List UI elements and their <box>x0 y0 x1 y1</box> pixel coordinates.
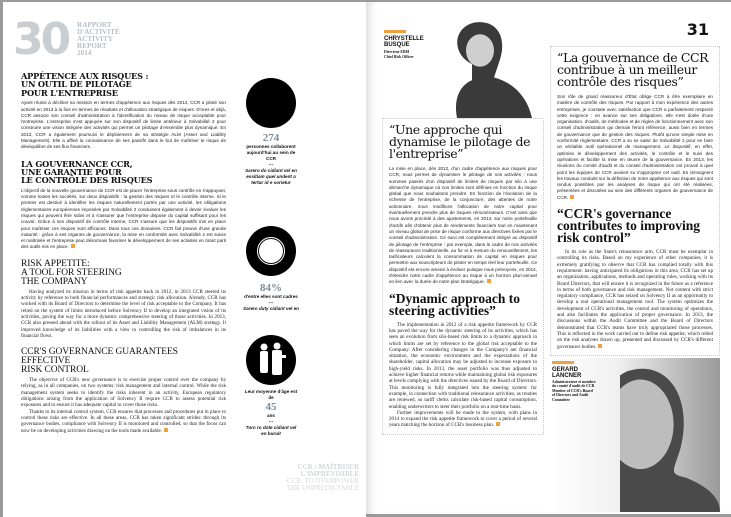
page-number-left: 30 <box>13 14 69 65</box>
quote-body-text: Further improvements will be made to the system, with plans in 2014 to expand the risk appetite framework to cover a period of several years matching the horizon of CCR's business plan. <box>389 409 537 429</box>
role-line: du comité d'audit de CCR <box>552 384 595 389</box>
section-heading <box>21 260 226 287</box>
quote-box-lancner <box>550 46 720 356</box>
ring-chart-icon <box>246 226 296 276</box>
end-mark-icon <box>487 279 491 283</box>
section-heading <box>21 72 226 97</box>
role-line: Administrateur et membre <box>552 379 596 384</box>
section-risk-appetite-fr <box>21 72 226 151</box>
accent-bar <box>552 361 574 364</box>
stat-separator: --- <box>268 162 274 167</box>
quote-body-text: La mise en place, dès 2012, d'un cadre d'appétence aux risques pour CCR, nous permet de dynamiser le pilotage de nos activités : nous sommes passés d'un dispositif de limites de risques par silo à une démarche dynamique où nos limites sont définies en fonction du risque global que nous souhaitons prendre. En fonction de l'évolution de la richesse de l'entreprise, de la conjoncture, des attentes de notre actionnaire, nous modifions l'allocation de notre capital pour éventuellement prendre plus de risques rémunérateurs. C'est ainsi que nous avons procédé à des ajustements, en 2013, sur notre portefeuille d'actifs afin d'obtenir plus de rendements financiers tout en maintenant un niveau global de prise de risque conforme aux directives fixées par le conseil d'administration. Ce suivi est complètement intégré au dispositif de pilotage de l'entreprise : par exemple, dans le cadre de nos activités de réassurance traditionnelle, au fur et à mesure du renouvellement, les tarificateurs calculent la consommation de capital en risques pour permettre aux souscripteurs de piloter en temps réel leur portefeuille. Ce dispositif est encore amené à évoluer puisque nous prévoyons, en 2014, d'étendre notre cadre d'appétence au risque à un horizon pluri-annuel en lien avec la durée de notre plan stratégique. <box>389 166 537 285</box>
people-circle-icon <box>246 78 296 128</box>
heading-line: RISK APPETITE: <box>21 258 90 269</box>
quote-body-en: The implementation in 2012 of a risk appetite framework by CCR has paved the way for the dynamic steering of its activities, which has seen an evolution from silo-based risk limits to a dynamic approach in which limits are set by reference to the global risk acceptable to the Company. After considering changes in the Company's net financial situation, the economic environment and the expectations of the shareholder, capital allocation may be adjusted to increase exposure to high-yield risks. In 2013, the asset portfolio was thus adjusted to achieve higher financial returns while maintaining global risk exposures at levels complying with the directives issued by the Board of Directors. This monitoring is fully integrated into the steering system: for example, in connection with traditional reinsurance activities, as treaties are renewed, so tariff clerks calculate risk-based capital consumption, enabling underwriters to steer their portfolio on a real-time basis. <box>389 321 537 410</box>
stat-text: personnes collaborent aujourd'hui au sein de CCR <box>246 144 296 161</box>
role-line: Directeur ERM <box>384 50 410 54</box>
quote-title-en: “CCR's governance contributes to improving risk control” <box>557 206 701 246</box>
quote-body-text: In its role as the State's reinsurance arm, CCR must be exemplar in controlling its risks. Based on my experience of other companies, it is extremely gratifying to observe that CCR has complied totally with this requirement: having anticipated its obligations in this area, CCR has set up an organization, applications, methods and operating rules, working with its Board Directors, that will ensure it is recognized in the future as a reference in terms of both governance and risk management. Not content with strict regulatory compliance, CCR has seized on Solvency II as an opportunity to develop a real operational management tool. The system optimizes the development of CCR's activities, the control and monitoring of operations, and also facilitates the application of proper governance. In 2013, the discussions within the Audit Committee and the Board of Directors demonstrated that CCR's teams have truly appropriated those processes. This is reflected in the work carried out to define risk appetite, which relied on the risk analyses drawn up, presented and discussed by CCR's different governance bodies. <box>557 249 713 350</box>
name-line: LANCNER <box>552 372 582 379</box>
section-governance-fr <box>21 160 226 251</box>
section-body <box>21 409 226 434</box>
section-heading <box>21 348 226 375</box>
role-line: of Directors and Audit <box>552 393 589 398</box>
stat-separator: --- <box>268 419 274 424</box>
section-risk-appetite-en <box>21 260 226 339</box>
heading-line: UN OUTIL DE PILOTAGE <box>21 79 132 90</box>
tagline-line: THE UNPREDICTABLE <box>286 484 359 492</box>
name-line: CHRYSTELLE <box>384 36 424 42</box>
section-body: The objective of CCR's new governance is to exercise proper control over the company by relying, as in all companies, on two systems: risk management and internal control. While the risk management system seeks to identify the risks inherent in an activity, European regulatory obligations arising from the application of Solvency II require CCR to assess potential risk exposures and to ensure it has adequate capital to cover those risks. <box>21 377 226 409</box>
quote-title: “La gouvernance de CCR contribue à un meilleur contrôle des risques” <box>557 50 709 89</box>
name-line: BUSQUE <box>384 42 410 48</box>
section-heading <box>21 160 226 185</box>
quote-column-busque <box>382 10 544 435</box>
heading-line: A TOOL FOR STEERING <box>21 267 122 278</box>
heading-line: CCR'S GOVERNANCE GUARANTEES <box>21 347 178 358</box>
silhouettes-icon <box>246 335 296 385</box>
quote-body-text: Son rôle de grand réassureur d'État oblige CCR à être exemplaire en matière de contrôle des risques. Par rapport à mon expérience des autres entreprises, je constate avec satisfaction que CCR a parfaitement respecté cette exigence : en avance sur ses obligations, elle s'est dotée d'une organisation, d'outils, de méthodes et de règles de fonctionnement avec son conseil d'administration qui demain feront référence, aussi bien en termes de gouvernance que de gestion des risques. Plutôt qu'une simple mise en conformité réglementaire, CCR a su se saisir de Solvabilité 2 pour en faire un véritable outil opérationnel de management. Le dispositif, en effet, optimise le développement des activités, le contrôle et le suivi des opérations et facilite la mise en œuvre de la gouvernance. En 2013, les réunions du comité d'audit et du conseil d'administration ont prouvé à quel point les équipes de CCR avaient su s'approprier cet outil. En témoignent les travaux conduits sur la définition de notre appétence aux risques qui sont rendus possibles par les analyses de risque qui ont été réalisées, présentées et discutées au sein des différents organes de gouvernance de CCR. <box>557 94 713 200</box>
quote-body <box>389 166 537 286</box>
quote-body-en <box>389 410 537 429</box>
left-text-column <box>21 72 226 434</box>
end-mark-icon <box>164 428 168 432</box>
heading-line: LA GOUVERNANCE CCR, <box>21 158 133 169</box>
person-role <box>384 50 414 59</box>
quote-title-en: “Dynamic approach to steering activities” <box>389 290 521 318</box>
tagline <box>253 464 359 492</box>
quote-title: “Une approche qui dynamise le pilotage de l'entreprise” <box>389 122 531 161</box>
report-title-line: REPORT <box>77 42 107 50</box>
section-body: Ayant réussi à décliner sa mission en termes d'appétence aux risques dès 2012, CCR a piloté son activité en 2013 à la fois en termes de résultats et d'allocation stratégique de risques. D'ores et déjà, CCR associe son conseil d'administration à l'identification du niveau de risque acceptable pour l'entreprise. L'entreprise s'est appuyée sur son dispositif de limite antérieur à Solvabilité 2 pour construire une vision intégrée des activités qui permet un pilotage d'ensemble plus dynamique. En 2013, CCR a également poursuivi le déploiement de sa stratégie ALM (Asset and Liability Management). Elle a affiné la connaissance de ses passifs dans le but de maîtriser le risque de déséquilibre de ses flux financiers. <box>21 100 226 150</box>
end-mark-icon <box>570 195 574 199</box>
tagline-line: L'IMPRÉVISIBLE <box>300 470 359 478</box>
stat-text: d'entre elles sont cadres <box>244 294 298 299</box>
stat-note: Sarero duty cidiant vel en <box>243 306 299 311</box>
heading-line: EFFECTIVE <box>21 356 71 367</box>
accent-bar <box>384 30 406 33</box>
quote-body <box>557 94 713 201</box>
heading-line: RISK CONTROL <box>21 365 89 376</box>
stat-note: Sarero do cidiant vel en essitiam quel undent a tertur id e sorietur <box>245 168 297 185</box>
end-mark-icon <box>598 344 602 348</box>
stat-value: 84% <box>260 282 282 294</box>
person-role <box>552 380 614 403</box>
right-page <box>366 0 731 517</box>
tagline-line: CCR : MAÎTRISER <box>297 463 359 471</box>
section-body: Having analyzed its mission in terms of risk appetite back in 2012, in 2013 CCR steered its activity by reference to both financial performances and strategic risk allocation. Already, CCR has worked with its Board of Directors to determine the level of risk acceptable to the Company. It has relied on the system of limits introduced before Solvency II to develop an integrated vision of its activities, paving the way for a more dynamic comprehensive steering of those activities. In 2013, CCR also pressed ahead with the rollout of its Asset and Liability Management (ALM) strategy. It improved knowledge of its liabilities with a view to controlling the risk of imbalances in its financial flows. <box>21 288 226 339</box>
section-body <box>21 188 226 251</box>
role-line: Committee <box>552 397 570 402</box>
report-title-line: D'ACTIVITÉ <box>77 28 120 36</box>
heading-line: POUR L'ENTREPRISE <box>21 87 118 98</box>
end-mark-icon <box>71 244 75 248</box>
stat-employees <box>243 132 299 186</box>
stat-age <box>243 389 299 437</box>
name-line: GERARD <box>552 366 579 373</box>
report-title-line: ACTIVITY <box>77 35 113 43</box>
stat-separator: --- <box>268 300 274 305</box>
role-line: Chief Risk Officer <box>384 54 414 59</box>
heading-line: APPÉTENCE AUX RISQUES : <box>21 71 149 81</box>
stat-prefix: Leur moyenne d'âge est de <box>244 389 298 400</box>
stat-value: 45 <box>265 401 277 413</box>
stat-text: ans <box>267 413 275 418</box>
page-number-right: 31 <box>686 20 709 39</box>
section-governance-en <box>21 348 226 434</box>
portrait-chrystelle-busque <box>382 10 544 118</box>
person-name <box>552 367 581 379</box>
stat-note: Toro ro dote cidiant vel en buruit <box>245 425 297 436</box>
report-title-line: 2014 <box>77 49 92 57</box>
heading-line: LE CONTRÔLE DES RISQUES <box>21 175 153 186</box>
tagline-line: CCR: TO OVERPOWER <box>286 477 359 485</box>
stat-executives <box>243 282 299 312</box>
report-title <box>77 22 120 57</box>
report-title-line: RAPPORT <box>77 21 112 29</box>
quote-column-lancner <box>550 46 720 512</box>
section-body-text: Thanks to its internal control system, CCR ensures that processes and procedures put in place to control these risks are effective. In all these areas, CCR has taken significant strides: through its governance bodies, compliance with Solvency II is monitored and controlled, so that the focus can now be on developing activities drawing on the tools made available. <box>21 408 226 434</box>
quote-box-busque <box>382 118 544 435</box>
heading-line: THE COMPANY <box>21 276 88 287</box>
portrait-gerard-lancner <box>550 358 720 512</box>
section-body-text: L'objectif de la nouvelle gouvernance de CCR est de placer l'entreprise sous contrôle en s'appuyant, comme toutes les sociétés, sur deux dispositifs : la gestion des risques et le contrôle interne. Si le premier est destiné à identifier les risques naturellement portés par une activité, les obligations réglementaires européennes imposées par Solvabilité 2 conduisent également à devoir évaluer les risques qui peuvent être subis et à s'assurer que l'entreprise dispose du capital suffisant pour les couvrir. Grâce à son dispositif de contrôle interne, CCR s'assure que les dispositifs mis en place pour maîtriser ces risques sont efficaces. Dans tous ces domaines, CCR fait preuve d'une grande maturité : grâce à ses organes de gouvernance, la mise en conformité avec Solvabilité 2 est suivie et maîtrisée et l'entreprise peut désormais favoriser le développement de ses activités en tirant parti des outils mis en place. <box>21 187 226 250</box>
stat-value: 274 <box>262 132 280 144</box>
heading-line: UNE GARANTIE POUR <box>21 167 122 177</box>
role-line: Member of CCR's Board <box>552 388 593 393</box>
person-name <box>384 36 424 48</box>
end-mark-icon <box>496 422 500 426</box>
quote-body-en <box>557 249 713 350</box>
